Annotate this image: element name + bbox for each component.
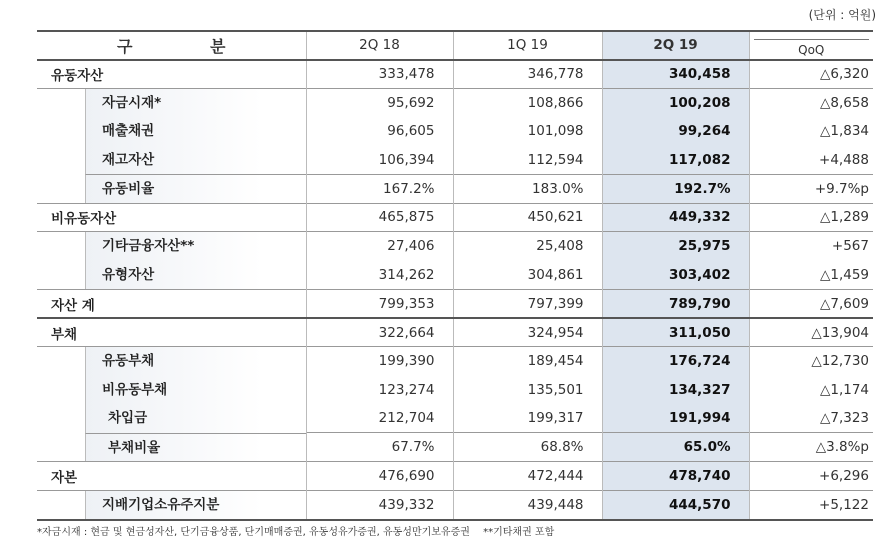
cell-2q18: 439,332 (306, 490, 453, 520)
cell-2q19: 340,458 (602, 60, 749, 89)
header-qoq: QoQ (749, 31, 873, 60)
row-label: 지배기업소유주지분 (37, 490, 306, 520)
cell-2q18: 212,704 (306, 404, 453, 433)
header-1q19: 1Q 19 (453, 31, 602, 60)
financial-position-table (37, 30, 873, 521)
table-row (37, 347, 873, 376)
cell-qoq: △1,834 (749, 117, 873, 146)
cell-1q19: 25,408 (453, 232, 602, 261)
row-label: 부채비율 (37, 433, 306, 462)
table-row (37, 261, 873, 290)
table-row (37, 174, 873, 203)
cell-2q18: 167.2% (306, 174, 453, 203)
footnote-other: **기타채권 포함 (483, 527, 555, 538)
cell-2q18: 96,605 (306, 117, 453, 146)
row-label: 비유동자산 (37, 203, 306, 232)
table-row (37, 232, 873, 261)
cell-1q19: 183.0% (453, 174, 602, 203)
row-label: 자산 계 (37, 290, 306, 319)
cell-1q19: 189,454 (453, 347, 602, 376)
cell-2q18: 465,875 (306, 203, 453, 232)
header-category: 구 분 (37, 31, 306, 60)
table-row (37, 117, 873, 146)
cell-2q19: 100,208 (602, 88, 749, 117)
cell-1q19: 68.8% (453, 433, 602, 462)
row-label: 자금시재* (37, 88, 306, 117)
row-label: 비유동부채 (37, 376, 306, 405)
cell-2q18: 476,690 (306, 462, 453, 491)
table-row (37, 433, 873, 462)
cell-qoq: △6,320 (749, 60, 873, 89)
row-label: 유동비율 (37, 174, 306, 203)
cell-qoq: △3.8%p (749, 433, 873, 462)
table-row (37, 203, 873, 232)
table-row (37, 60, 873, 89)
row-label: 부채 (37, 318, 306, 347)
table-row (37, 490, 873, 520)
cell-qoq: △1,459 (749, 261, 873, 290)
table-row (37, 318, 873, 347)
row-label: 차입금 (37, 404, 306, 433)
cell-2q19: 444,570 (602, 490, 749, 520)
cell-2q18: 322,664 (306, 318, 453, 347)
cell-qoq: △7,609 (749, 290, 873, 319)
cell-1q19: 112,594 (453, 146, 602, 175)
cell-2q18: 95,692 (306, 88, 453, 117)
cell-2q19: 65.0% (602, 433, 749, 462)
table-row (37, 376, 873, 405)
cell-2q19: 191,994 (602, 404, 749, 433)
header-2q18: 2Q 18 (306, 31, 453, 60)
cell-qoq: +5,122 (749, 490, 873, 520)
cell-2q18: 106,394 (306, 146, 453, 175)
cell-1q19: 324,954 (453, 318, 602, 347)
cell-2q18: 333,478 (306, 60, 453, 89)
cell-2q19: 134,327 (602, 376, 749, 405)
cell-1q19: 472,444 (453, 462, 602, 491)
cell-2q18: 199,390 (306, 347, 453, 376)
cell-2q19: 99,264 (602, 117, 749, 146)
table-header-row (37, 31, 873, 60)
cell-2q18: 314,262 (306, 261, 453, 290)
row-label: 유동부채 (37, 347, 306, 376)
cell-2q19: 25,975 (602, 232, 749, 261)
row-label: 자본 (37, 462, 306, 491)
cell-2q19: 478,740 (602, 462, 749, 491)
cell-1q19: 108,866 (453, 88, 602, 117)
cell-1q19: 101,098 (453, 117, 602, 146)
cell-2q19: 449,332 (602, 203, 749, 232)
cell-2q19: 311,050 (602, 318, 749, 347)
footnote (37, 523, 554, 538)
table-row (37, 88, 873, 117)
row-label: 재고자산 (37, 146, 306, 175)
cell-qoq: +9.7%p (749, 174, 873, 203)
cell-1q19: 135,501 (453, 376, 602, 405)
cell-1q19: 199,317 (453, 404, 602, 433)
cell-1q19: 439,448 (453, 490, 602, 520)
row-label: 기타금융자산** (37, 232, 306, 261)
cell-qoq: △12,730 (749, 347, 873, 376)
cell-1q19: 304,861 (453, 261, 602, 290)
cell-2q18: 67.7% (306, 433, 453, 462)
cell-2q19: 789,790 (602, 290, 749, 319)
cell-qoq: △8,658 (749, 88, 873, 117)
row-label: 유동자산 (51, 68, 104, 84)
cell-qoq: △1,289 (749, 203, 873, 232)
cell-qoq: +567 (749, 232, 873, 261)
cell-2q19: 176,724 (602, 347, 749, 376)
cell-qoq: △7,323 (749, 404, 873, 433)
cell-2q19: 192.7% (602, 174, 749, 203)
cell-qoq: +4,488 (749, 146, 873, 175)
cell-2q19: 303,402 (602, 261, 749, 290)
cell-2q18: 123,274 (306, 376, 453, 405)
table-row (37, 290, 873, 319)
header-2q19: 2Q 19 (602, 31, 749, 60)
table-row (37, 404, 873, 433)
cell-2q19: 117,082 (602, 146, 749, 175)
cell-qoq: △13,904 (749, 318, 873, 347)
unit-label: (단위 : 억원) (808, 8, 876, 22)
row-label: 유형자산 (37, 261, 306, 290)
cell-1q19: 797,399 (453, 290, 602, 319)
footnote-cash: *자금시재 : 현금 및 현금성자산, 단기금융상품, 단기매매증권, 유동성유가증권, 유동성만기보유증권 (37, 527, 470, 538)
cell-2q18: 799,353 (306, 290, 453, 319)
cell-2q18: 27,406 (306, 232, 453, 261)
table-row (37, 146, 873, 175)
row-label: 매출채권 (37, 117, 306, 146)
table-row (37, 462, 873, 491)
cell-1q19: 450,621 (453, 203, 602, 232)
cell-qoq: +6,296 (749, 462, 873, 491)
cell-qoq: △1,174 (749, 376, 873, 405)
cell-1q19: 346,778 (453, 60, 602, 89)
